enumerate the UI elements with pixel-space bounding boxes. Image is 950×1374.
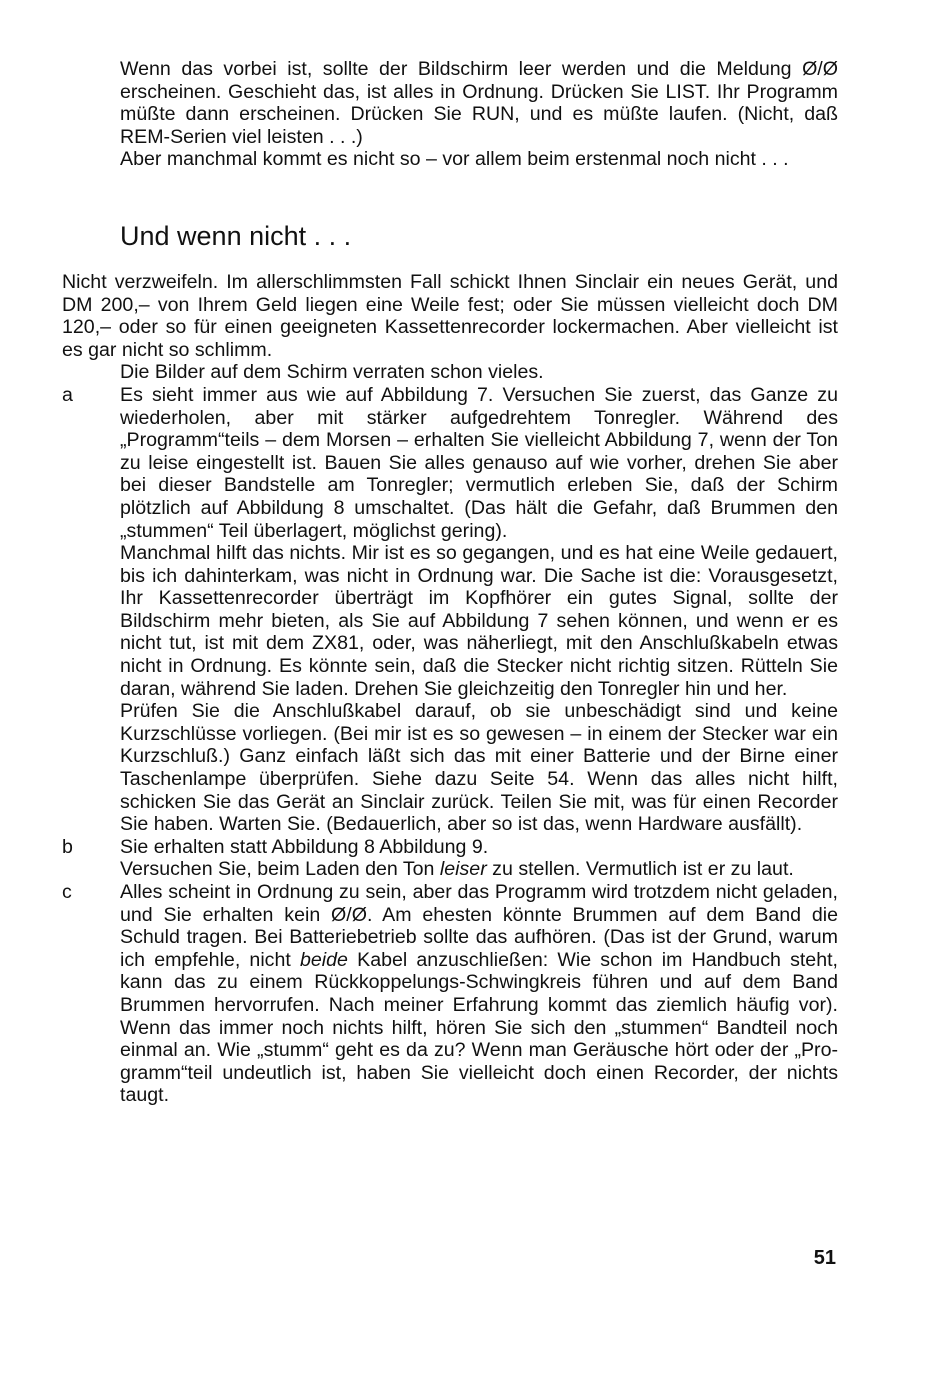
item-b-text-pre: Versuchen Sie, beim Laden den Ton xyxy=(120,858,440,881)
section-paragraph-2: Die Bilder auf dem Schirm verraten schon vieles. xyxy=(120,361,544,384)
list-item-a xyxy=(62,384,838,836)
intro-paragraph-1: Wenn das vorbei ist, sollte der Bildschirm leer werden und die Meldung Ø/Ø erscheinen. Geschieht das, ist alles in Ordnung. Drücken Sie LIST. Ihr Programm müßte dann erscheinen. Drücken Sie RUN, und es müßte laufen. (Nicht, daß REM-Serien viel leisten . . .) xyxy=(120,58,838,148)
page-number: 51 xyxy=(813,1247,836,1269)
item-b-paragraph-2 xyxy=(120,858,838,881)
list-marker-a: a xyxy=(62,383,73,406)
item-b-text-post: zu stellen. Vermutlich ist er zu laut. xyxy=(486,858,794,881)
section-paragraph-1: Nicht verzweifeln. Im allerschlimmsten Fall schickt Ihnen Sinclair ein neues Gerät, und DM 200,– von Ihrem Geld liegen eine Weile fest; oder Sie müssen vielleicht doch DM 120,– oder so für einen geeigneten Kassettenrecorder lockermachen. Aber vielleicht ist es gar nicht so schlimm. xyxy=(62,270,838,361)
section-heading: Und wenn nicht . . . xyxy=(120,220,352,251)
item-a-paragraph-1: Es sieht immer aus wie auf Abbildung 7. Versuchen Sie zuerst, das Ganze zu wiederholen, aber mit stärker aufgedrehtem Tonregler. Während des „Programm“teils – dem Morsen – erhalten Sie vielleicht Abbildung 7, wenn der Ton zu leise eingestellt ist. Bauen Sie alles genauso auf wie vorher, drehen Sie aber bei dieser Bandstelle am Tonregler; vermutlich erleben Sie, daß der Schirm plötzlich auf Abbildung 8 umschaltet. (Das hält die Gefahr, daß Brummen den „stummen“ Teil überlagert, möglichst gering). xyxy=(120,383,838,542)
item-c-text-post: Kabel anzuschließen: Wie schon im Handbuch steht, kann das zu einem Rückkoppelungs-Schwingkreis führen und auf dem Band Brummen hervorrufen. Nach meiner Erfahrung kommt das ziemlich häufig vor). Wenn das immer noch nichts hilft, hören Sie sich den „stummen“ Bandteil noch einmal an. Wie „stumm“ geht es da zu? Wenn man Geräusche hört oder der „Pro-gramm“teil undeutlich ist, haben Sie vielleicht doch einen Recorder, der nichts taugt. xyxy=(120,948,838,1107)
item-b-emphasis: leiser xyxy=(439,858,487,881)
item-c-text-pre: Alles scheint in Ordnung zu sein, aber das Programm wird trotzdem nicht geladen, und Sie erhalten kein Ø/Ø. Am ehesten könnte Brummen auf dem Band die Schuld tragen. Bei Batteriebetrieb sollte das aufhören. (Das ist der Grund, warum ich empfehle, nicht xyxy=(120,881,838,971)
item-c-emphasis: beide xyxy=(300,948,348,971)
list-item-c xyxy=(62,881,838,1107)
item-c-paragraph-1 xyxy=(120,881,838,1107)
item-b-paragraph-1: Sie erhalten statt Abbildung 8 Abbildung 9. xyxy=(120,835,489,858)
list-marker-b: b xyxy=(62,835,73,858)
item-a-paragraph-3: Prüfen Sie die Anschlußkabel darauf, ob sie unbeschädigt sind und keine Kurzschlüsse vorliegen. (Bei mir ist es so gewesen – in einem der Stecker war ein Kurzschluß.) Ganz einfach läßt sich das mit einer Batterie und der Birne einer Taschenlampe überprüfen. Siehe dazu Seite 54. Wenn das alles nicht hilft, schicken Sie das Gerät an Sinclair zurück. Teilen Sie mit, was für einen Recorder Sie haben. Warten Sie. (Bedauerlich, aber so ist das, wenn Hardware ausfällt). xyxy=(120,700,838,836)
list-marker-c: c xyxy=(62,881,72,903)
item-a-paragraph-2: Manchmal hilft das nichts. Mir ist es so gegangen, und es hat eine Weile gedauert, bis ich dahinterkam, was nicht in Ordnung war. Die Sache ist die: Vorausgesetzt, Ihr Kassettenrecorder überträgt im Kopfhörer ein gutes Signal, sollte der Bildschirm mehr bieten, als Sie auf Abbildung 7 sehen können, und wenn er es nicht tut, ist mit dem ZX81, oder, was näherliegt, mit den Anschlußkabeln etwas nicht in Ordnung. Es könnte sein, daß die Stecker nicht richtig sitzen. Rütteln Sie daran, während Sie laden. Drehen Sie gleichzeitig den Tonregler hin und her. xyxy=(120,542,838,700)
intro-paragraph-2 xyxy=(62,148,838,171)
intro-paragraph-2-text: Aber manchmal kommt es nicht so – vor allem beim erstenmal noch nicht . . . xyxy=(120,148,789,171)
list-item-b xyxy=(62,836,838,881)
page-content xyxy=(62,58,838,1107)
